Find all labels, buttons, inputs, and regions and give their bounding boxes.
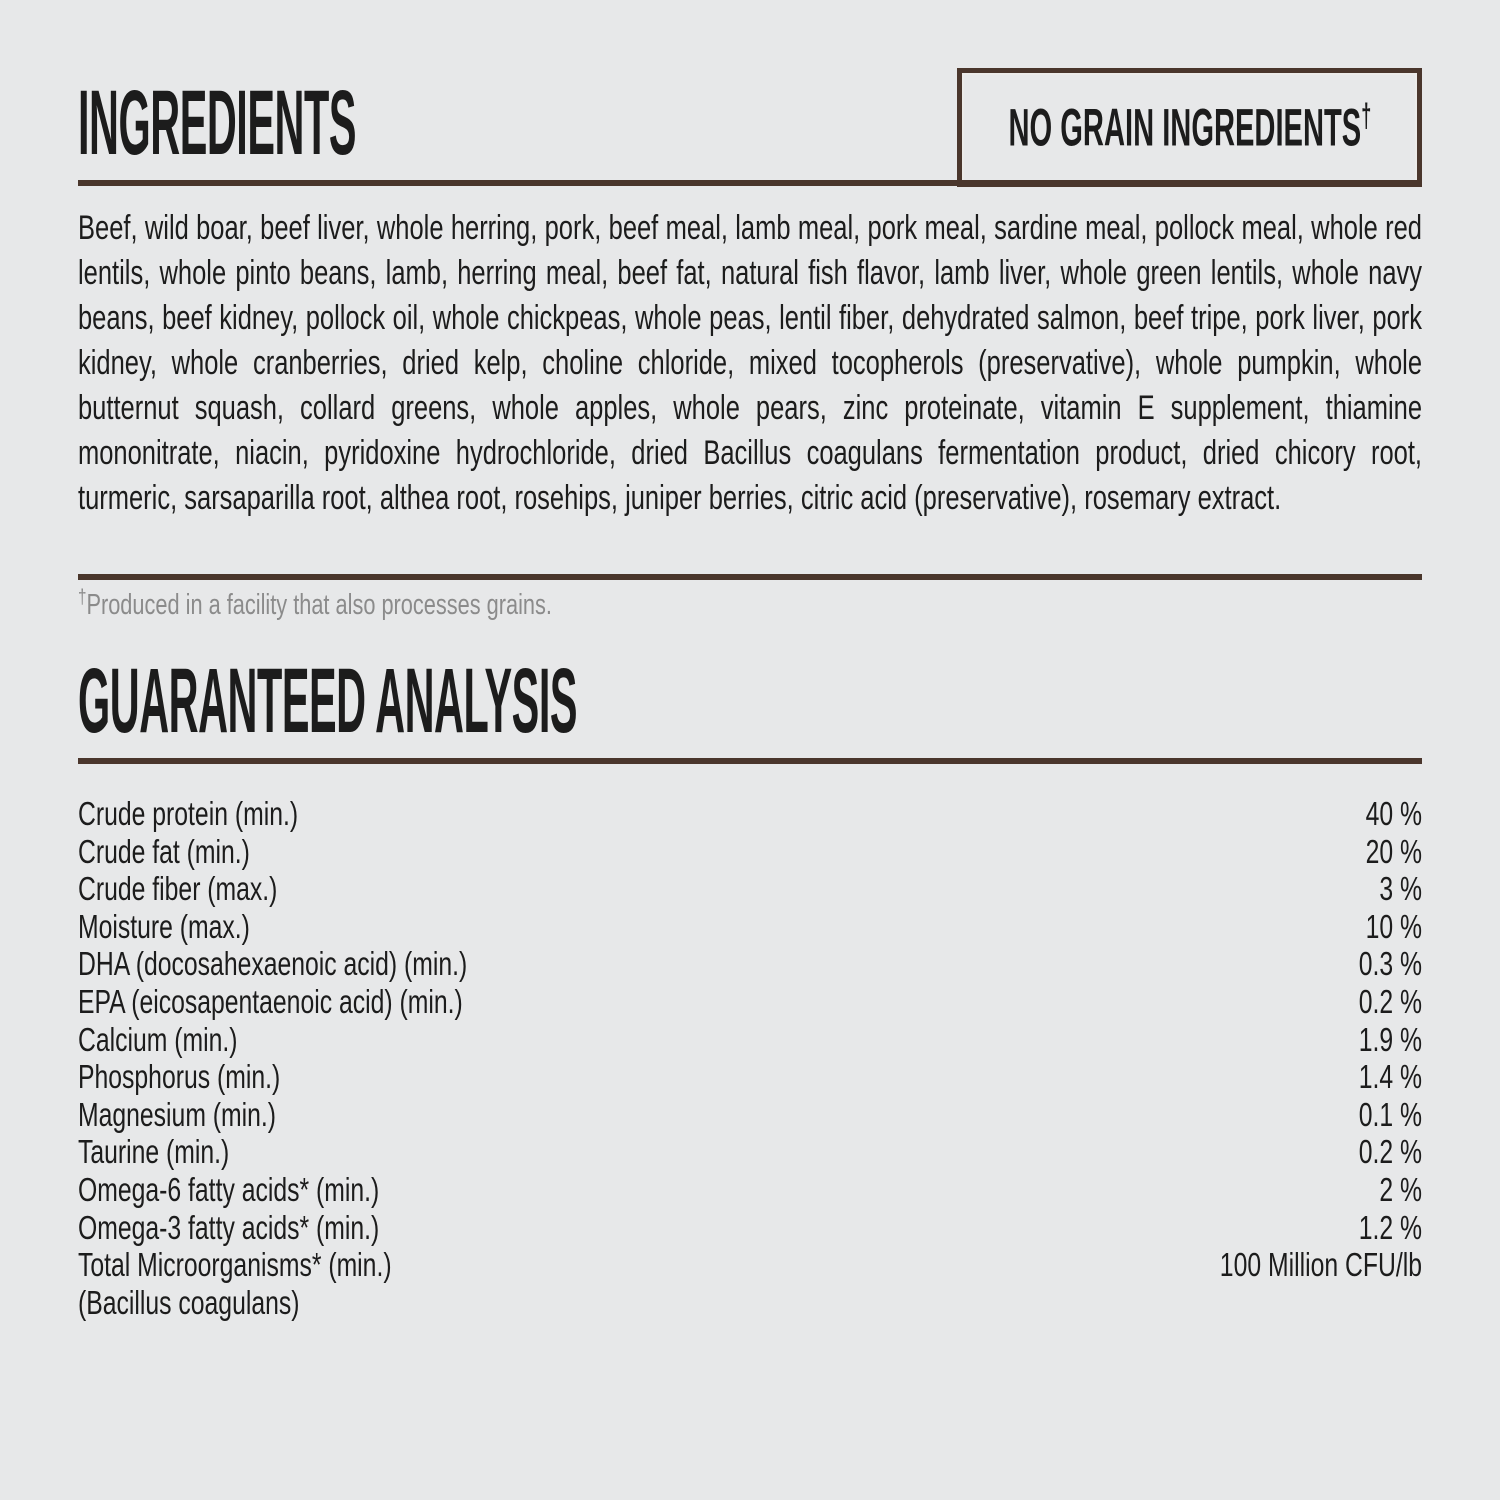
analysis-row-label: Taurine (min.) [78,1133,230,1171]
analysis-row-label: Phosphorus (min.) [78,1058,281,1096]
analysis-row-label: Crude protein (min.) [78,795,299,832]
analysis-row [78,1021,1422,1059]
analysis-row [78,795,1422,833]
analysis-row-label: Total Microorganisms* (min.) [78,1246,392,1284]
analysis-row-label: Calcium (min.) [78,1020,238,1058]
analysis-row [78,833,1422,871]
no-grain-badge-label: NO GRAIN INGREDIENTS [1008,97,1361,158]
analysis-row [78,1133,1422,1171]
analysis-row-value: 1.4 % [1358,1058,1422,1096]
analysis-row [78,1284,1422,1322]
guaranteed-analysis-title [78,650,1187,752]
analysis-row-value: 0.2 % [1358,982,1422,1020]
analysis-row-label: (Bacillus coagulans) [78,1283,300,1321]
footnote-dagger: † [78,586,87,609]
analysis-row-label: Omega-3 fatty acids* (min.) [78,1208,380,1246]
analysis-row-value: 2 % [1379,1170,1422,1208]
analysis-row-value: 0.3 % [1358,945,1422,983]
analysis-table-section [78,795,1500,1321]
analysis-row [78,1096,1422,1134]
analysis-table [78,795,1422,1321]
footnote-text: Produced in a facility that also processes grains. [86,589,552,621]
analysis-row-value: 10 % [1365,907,1422,945]
divider-under-ingredients-title [78,180,1422,186]
no-grain-badge-text [1008,96,1371,158]
no-grain-badge [957,68,1422,187]
analysis-row-value: 20 % [1365,832,1422,870]
analysis-row-value: 0.2 % [1358,1133,1422,1171]
footnote-section [78,586,1500,621]
analysis-row-label: EPA (eicosapentaenoic acid) (min.) [78,982,463,1020]
analysis-row [78,1209,1422,1247]
analysis-row [78,870,1422,908]
analysis-row-label: DHA (docosahexaenoic acid) (min.) [78,945,468,983]
divider-under-analysis-title [78,758,1422,764]
divider-above-footnote [78,574,1422,580]
no-grain-badge-dagger: † [1360,96,1371,134]
analysis-row-value: 0.1 % [1358,1095,1422,1133]
analysis-row-label: Magnesium (min.) [78,1095,277,1133]
analysis-row [78,1171,1422,1209]
analysis-row-value: 1.2 % [1358,1208,1422,1246]
guaranteed-analysis-title-text: GUARANTEED ANALYSIS [78,650,578,752]
analysis-row-value: 40 % [1365,795,1422,832]
analysis-row [78,1058,1422,1096]
analysis-row-label: Crude fiber (max.) [78,870,278,908]
analysis-row-value: 1.9 % [1358,1020,1422,1058]
analysis-row [78,945,1422,983]
analysis-row-value: 100 Million CFU/lb [1219,1246,1422,1284]
grain-facility-footnote [78,586,1422,621]
analysis-row [78,908,1422,946]
ingredients-list-text: Beef, wild boar, beef liver, whole herring, pork, beef meal, lamb meal, pork meal, sardine meal, pollock meal, whole red lentils, whole pinto beans, lamb, herring meal, beef fat, natural fish flavor, lamb liver, whole green lentils, whole navy beans, beef kidney, pollock oil, whole chickpeas, whole peas, lentil fiber, dehydrated salmon, beef tripe, pork liver, pork kidney, whole cranberries, dried kelp, choline chloride, mixed tocopherols (preservative), whole pumpkin, whole butternut squash, collard greens, whole apples, whole pears, zinc proteinate, vitamin E supplement, thiamine mononitrate, niacin, pyridoxine hydrochloride, dried Bacillus coagulans fermentation product, dried chicory root, turmeric, sarsaparilla root, althea root, rosehips, juniper berries, citric acid (preservative), rosemary extract. [78,209,1422,517]
analysis-row-label: Crude fat (min.) [78,832,250,870]
analysis-row-value: 3 % [1379,870,1422,908]
ingredients-body-section [78,206,1500,521]
ingredients-title [78,72,696,174]
analysis-row [78,1246,1422,1284]
analysis-row-label: Omega-6 fatty acids* (min.) [78,1170,380,1208]
analysis-row [78,983,1422,1021]
ingredients-title-text: INGREDIENTS [78,72,356,174]
analysis-row-label: Moisture (max.) [78,907,250,945]
